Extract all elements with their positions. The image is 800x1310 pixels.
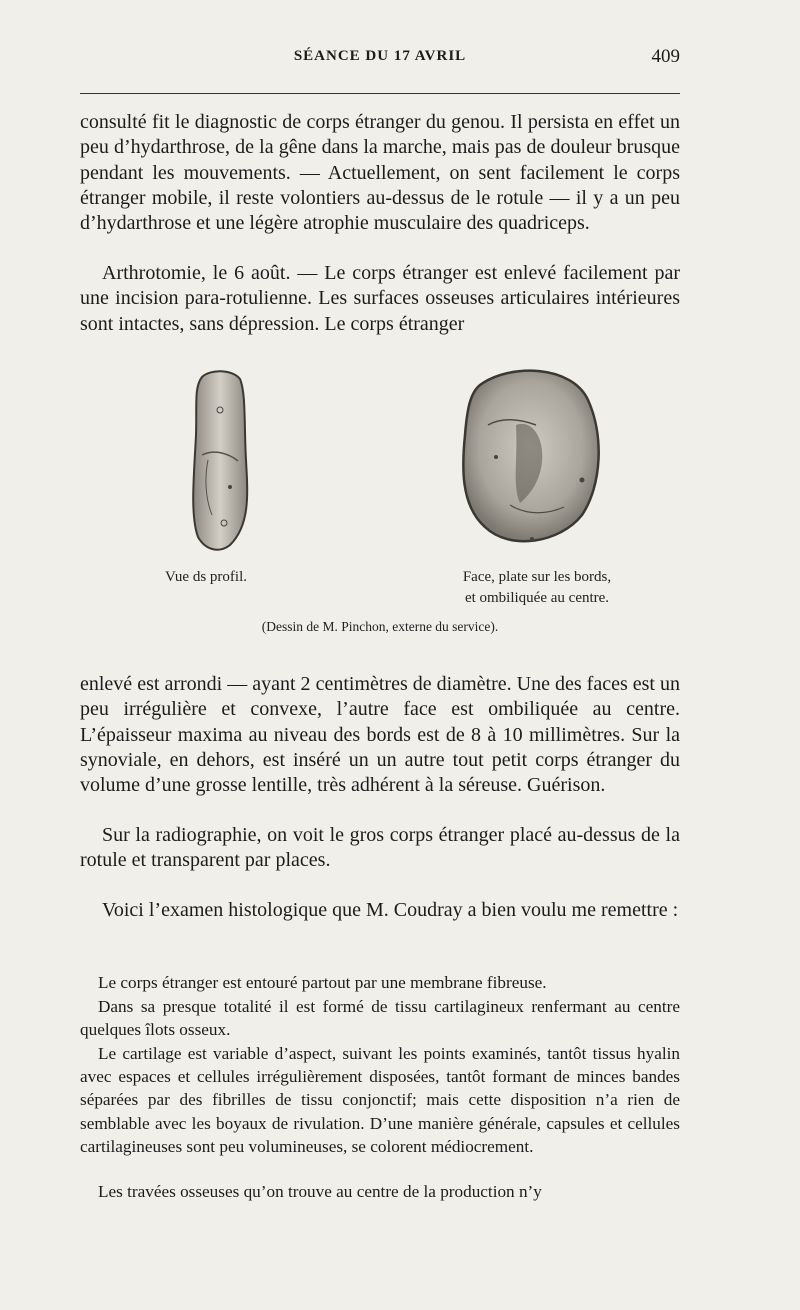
paragraph-1: consulté fit le diagnostic de corps étranger du genou. Il persista en effet un peu d’hydarthrose, de la gêne dans la marche, mais pas de douleur brusque pendant les mouvements. — Actuellement, on sent facilement le corps étranger mobile, il reste volontiers au-dessus de le rotule — il y a un peu d’hydarthrose et une légère atrophie musculaire des quadriceps. [80, 111, 680, 235]
figure-credit: (Dessin de M. Pinchon, externe du service). [261, 619, 499, 634]
profile-view-drawing [193, 371, 247, 549]
figure-drawing [180, 365, 620, 555]
header-rule [80, 93, 680, 94]
paragraph-2: Arthrotomie, le 6 août. — Le corps étranger est enlevé facilement par une incision para-rotulienne. Les surfaces osseuses articulaires intérieures sont intactes, sans dépression. Le corps étranger [80, 262, 680, 335]
caption-face-line-1: Face, plate sur les bords, [462, 569, 612, 585]
histology-paragraph-2: Dans sa presque totalité il est formé de tissu cartilagineux renfermant au centre quelques îlots osseux. [80, 997, 680, 1040]
face-view-drawing [463, 371, 598, 542]
caption-face-line-2: et ombiliquée au centre. [464, 590, 610, 606]
paragraph-4: Sur la radiographie, on voit le gros corps étranger placé au-dessus de la rotule et transparent par places. [80, 824, 680, 872]
paragraph-5: Voici l’examen histologique que M. Coudray a bien voulu me remettre : [102, 899, 679, 921]
caption-profile: Vue ds profil. [165, 569, 248, 585]
running-header [80, 48, 680, 76]
figure-foreign-body [180, 365, 620, 555]
page-number: 409 [651, 46, 680, 67]
histology-paragraph-4: Les travées osseuses qu’on trouve au centre de la production n’y [98, 1182, 542, 1201]
histology-paragraph-1: Le corps étranger est entouré partout par une membrane fibreuse. [98, 973, 547, 992]
header-title: SÉANCE DU 17 AVRIL [293, 48, 467, 64]
histology-paragraph-3: Le cartilage est variable d’aspect, suivant les points examinés, tantôt tissus hyalin avec espaces et cellules irrégulièrement disposées, tantôt formant de minces bandes séparées par des fibrilles de tissu conjonctif; mais cette disposition n’a rien de semblable avec les boyaux de rivulation. D’une manière générale, capsules et cellules cartilagineuses sont peu volumineuses, se colorent médiocrement. [80, 1044, 680, 1156]
caption-face [432, 567, 642, 609]
paragraph-3: enlevé est arrondi — ayant 2 centimètres de diamètre. Une des faces est un peu irrégulière et convexe, l’autre face est ombiliquée au centre. L’épaisseur maxima au niveau des bords est de 8 à 10 millimètres. Sur la synoviale, en dehors, est inséré un un autre tout petit corps étranger du volume d’une grosse lentille, très adhérent à la séreuse. Guérison. [80, 673, 680, 797]
